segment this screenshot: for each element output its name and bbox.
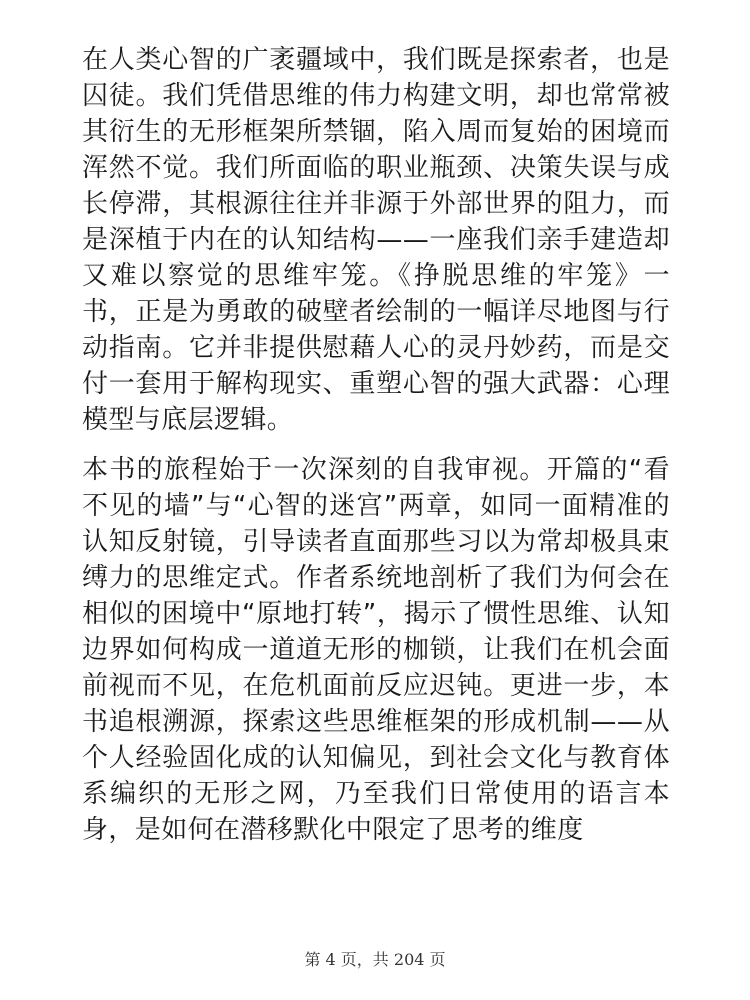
body-paragraph-1: 在人类心智的广袤疆域中，我们既是探索者，也是囚徒。我们凭借思维的伟力构建文明，却也常常被其衍生的无形框架所禁锢，陷入周而复始的困境而浑然不觉。我们所面临的职业瓶颈、决策失误与成长停滞，其根源往往并非源于外部世界的阻力，而是深植于内在的认知结构——一座我们亲手建造却又难以察觉的思维牢笼。《挣脱思维的牢笼》一书，正是为勇敢的破壁者绘制的一幅详尽地图与行动指南。它并非提供慰藉人心的灵丹妙药，而是交付一套用于解构现实、重塑心智的强大武器：心理模型与底层逻辑。 xyxy=(82,45,670,435)
document-page xyxy=(82,42,670,848)
body-paragraph-2: 本书的旅程始于一次深刻的自我审视。开篇的“看不见的墙”与“心智的迷宫”两章，如同一面精准的认知反射镜，引导读者直面那些习以为常却极具束缚力的思维定式。作者系统地剖析了我们为何会在相似的困境中“原地打转”，揭示了惯性思维、认知边界如何构成一道道无形的枷锁，让我们在机会面前视而不见，在危机面前反应迟钝。更进一步，本书追根溯源，探索这些思维框架的形成机制——从个人经验固化成的认知偏见，到社会文化与教育体系编织的无形之网，乃至我们日常使用的语言本身，是如何在潜移默化中限定了思考的维度 xyxy=(82,455,670,845)
page-number: 第 4 页，共 204 页 xyxy=(304,950,446,969)
